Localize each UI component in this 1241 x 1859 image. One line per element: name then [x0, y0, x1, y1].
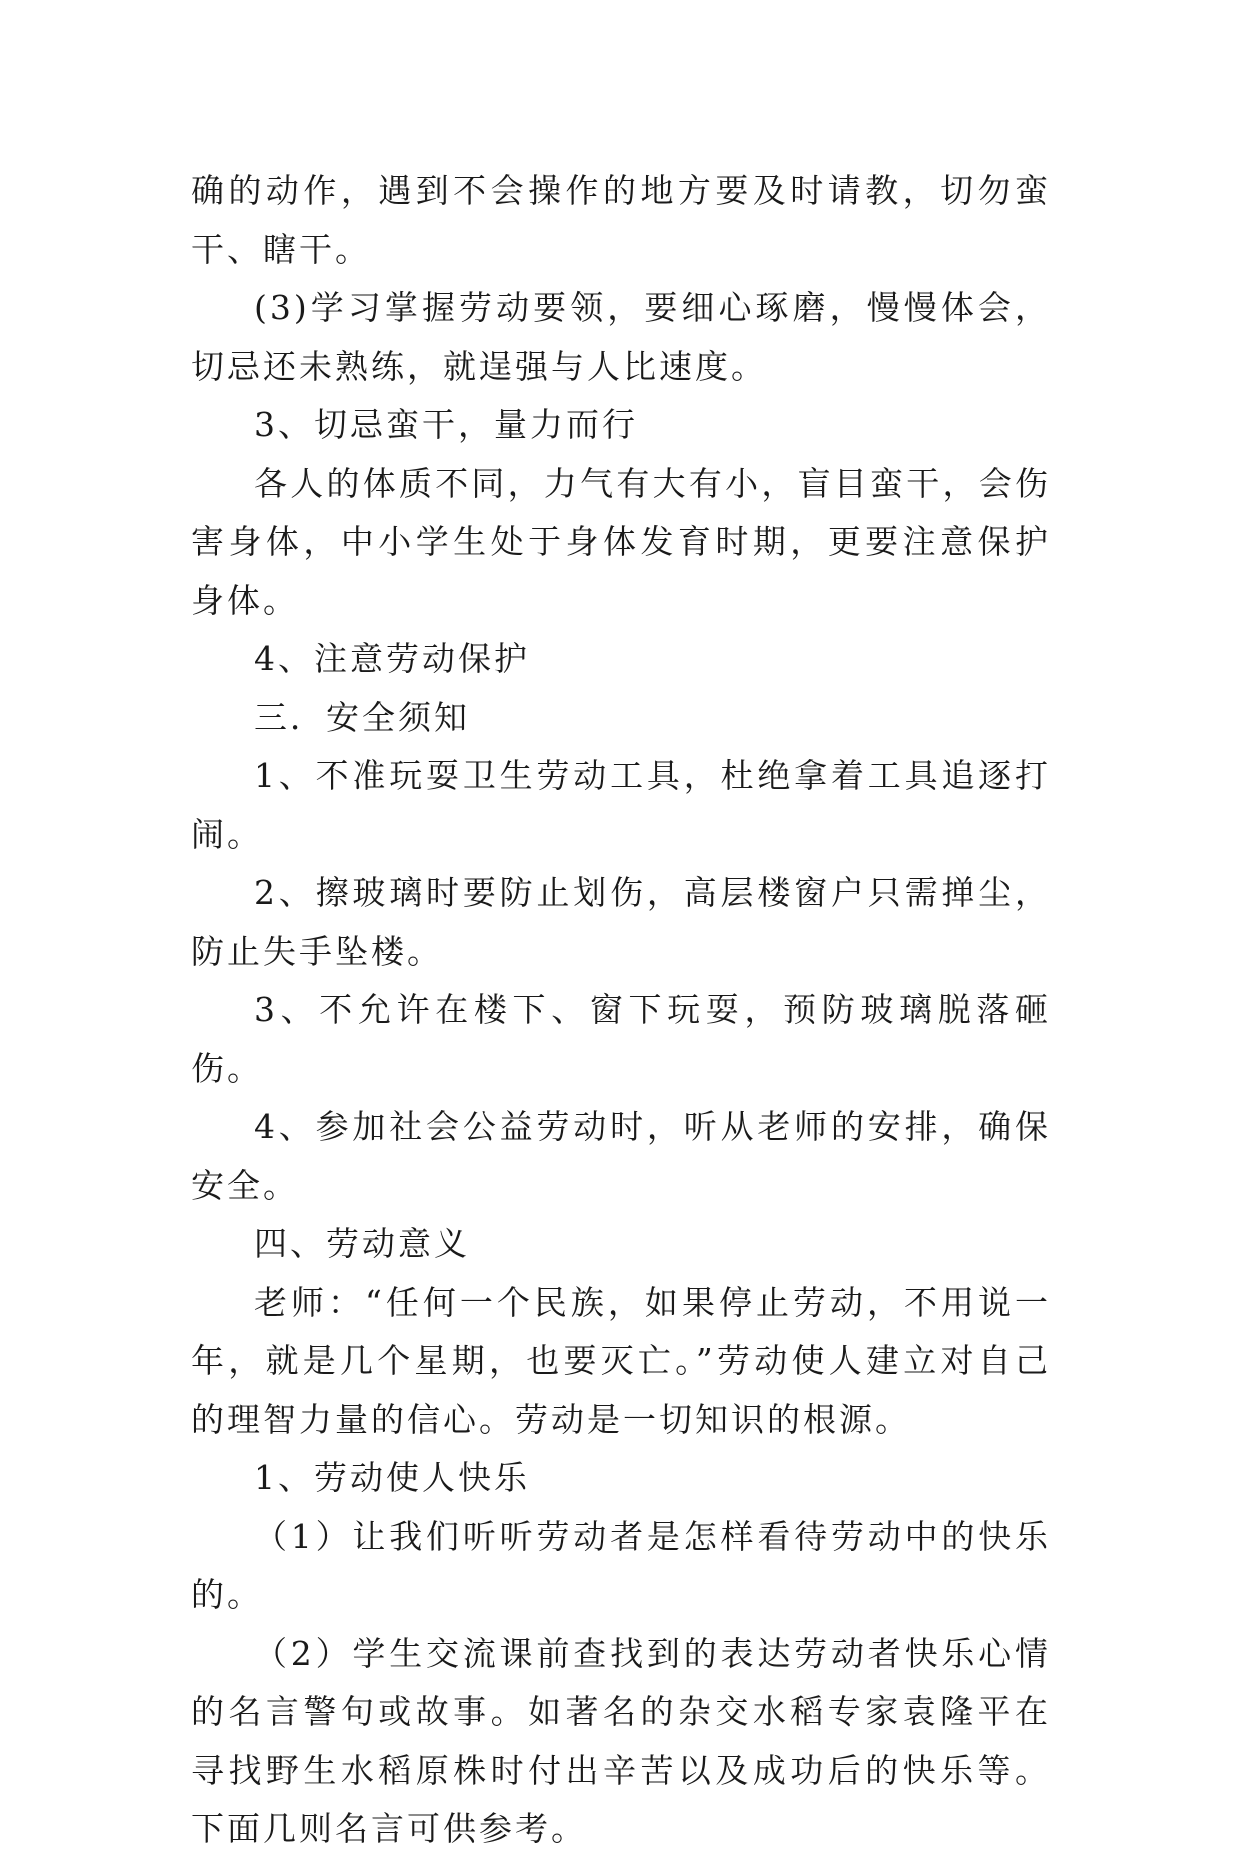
- paragraph-sub-2: （2）学生交流课前查找到的表达劳动者快乐心情的名言警句或故事。如著名的杂交水稻专家袁隆平在寻找野生水稻原株时付出辛苦以及成功后的快乐等。下面几则名言可供参考。: [191, 1633, 1051, 1848]
- paragraph-1: 确的动作，遇到不会操作的地方要及时请教，切勿蛮干、瞎干。: [191, 171, 1051, 269]
- paragraph-2: (3)学习掌握劳动要领，要细心琢磨，慢慢体会，切忌还未熟练，就逞强与人比速度。: [191, 288, 1051, 386]
- document-page: [191, 162, 1051, 1859]
- heading-4-protection: 4、注意劳动保护: [254, 639, 530, 678]
- section-heading-safety: 三．安全须知: [254, 697, 470, 737]
- safety-item-4: 4、参加社会公益劳动时，听从老师的安排，确保安全。: [191, 1107, 1051, 1205]
- safety-item-3: 3、不允许在楼下、窗下玩耍，预防玻璃脱落砸伤。: [191, 990, 1051, 1088]
- heading-labor-happiness: 1、劳动使人快乐: [254, 1458, 530, 1497]
- safety-item-2: 2、擦玻璃时要防止划伤，高层楼窗户只需掸尘，防止失手坠楼。: [191, 873, 1051, 971]
- safety-item-1: 1、不准玩耍卫生劳动工具，杜绝拿着工具追逐打闹。: [191, 756, 1051, 854]
- section-heading-meaning: 四、劳动意义: [254, 1224, 470, 1263]
- paragraph-sub-1: （1）让我们听听劳动者是怎样看待劳动中的快乐的。: [191, 1516, 1051, 1614]
- paragraph-teacher-quote: 老师：“任何一个民族，如果停止劳动，不用说一年，就是几个星期，也要灭亡。”劳动使人建立对自己的理智力量的信心。劳动是一切知识的根源。: [191, 1282, 1051, 1439]
- heading-3-moderation: 3、切忌蛮干，量力而行: [254, 405, 638, 444]
- paragraph-4: 各人的体质不同，力气有大有小，盲目蛮干，会伤害身体，中小学生处于身体发育时期，更要注意保护身体。: [191, 463, 1051, 620]
